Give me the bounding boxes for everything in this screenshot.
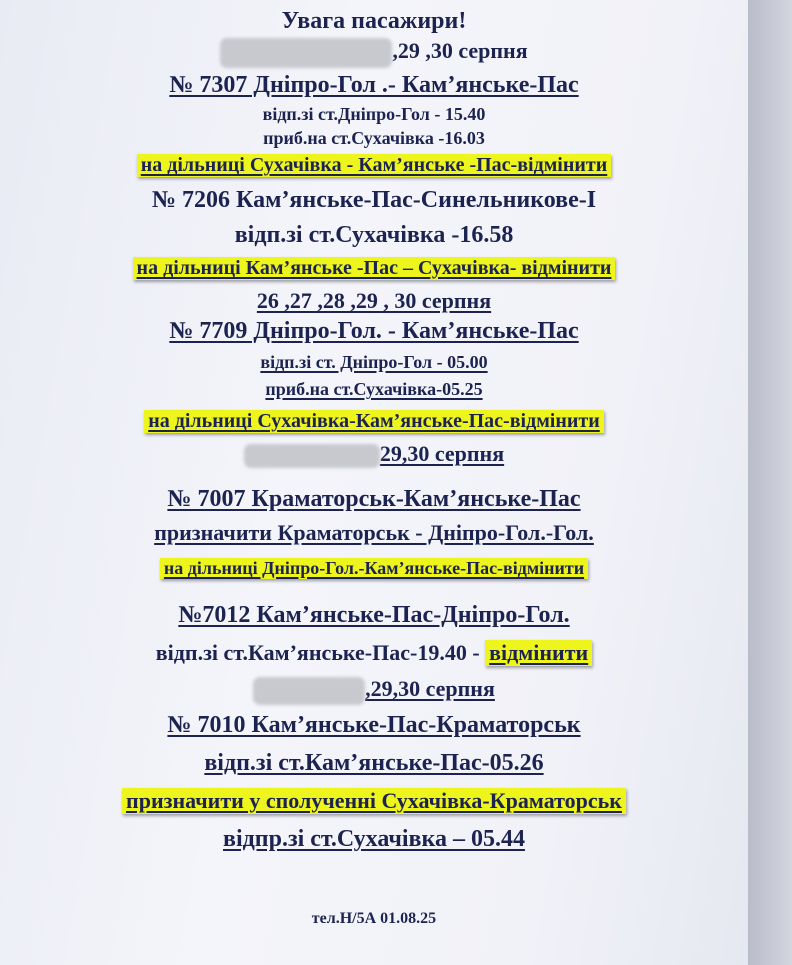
dates-line-4: ,29,30 серпня: [0, 676, 748, 705]
train-7307-cancel: на дільниці Сухачівка - Кам’янське -Пас-відмінити: [0, 154, 748, 177]
train-7709-cancel: на дільниці Сухачівка-Кам’янське-Пас-відмінити: [0, 410, 748, 433]
redacted-dates-4: [253, 677, 365, 705]
train-7206-depart: відп.зі ст.Сухачівка -16.58: [234, 222, 514, 248]
train-7307-arrive: приб.на ст.Сухачівка -16.03: [263, 128, 485, 148]
train-7012-depart: відп.зі ст.Кам’янське-Пас-19.40 - відмінити: [0, 640, 748, 666]
train-7307-title: № 7307 Дніпро-Гол .- Кам’янське-Пас: [169, 72, 579, 98]
dates-line-2: 26 ,27 ,28 ,29 , 30 серпня: [256, 288, 492, 313]
train-7012-title: №7012 Кам’янське-Пас-Дніпро-Гол.: [178, 602, 570, 628]
train-7010-depart: відп.зі ст.Кам’янське-Пас-05.26: [204, 750, 544, 776]
train-7010-title: № 7010 Кам’янське-Пас-Краматорськ: [167, 712, 581, 738]
page-edge-shadow: [748, 0, 792, 965]
train-7206-cancel: на дільниці Кам’янське -Пас – Сухачівка- відмінити: [0, 257, 748, 280]
train-7709-arrive: приб.на ст.Сухачівка-05.25: [265, 379, 483, 399]
train-7709-depart: відп.зі ст. Дніпро-Гол - 05.00: [260, 352, 488, 372]
train-7012-cancel: відмінити: [485, 640, 592, 666]
train-7307-depart: відп.зі ст.Дніпро-Гол - 15.40: [262, 104, 486, 124]
dates-line-1: ,29 ,30 серпня: [0, 38, 748, 68]
train-7007-title: № 7007 Краматорськ-Кам’янське-Пас: [167, 486, 581, 512]
redacted-dates-3: [244, 444, 380, 468]
dates-line-3: 29,30 серпня: [0, 441, 748, 468]
train-7010-assign: призначити у сполученні Сухачівка-Краматорськ: [0, 788, 748, 814]
train-7709-title: № 7709 Дніпро-Гол. - Кам’янське-Пас: [169, 318, 579, 344]
train-7010-depart2: відпр.зі ст.Сухачівка – 05.44: [223, 826, 525, 852]
train-7007-cancel: на дільниці Дніпро-Гол.-Кам’янське-Пас-відмінити: [0, 558, 748, 579]
notice-heading: Увага пасажири!: [281, 8, 467, 34]
train-7206-title: № 7206 Кам’янське-Пас-Синельникове-І: [151, 187, 597, 213]
redacted-dates-1: [220, 38, 392, 68]
notice-footer: тел.Н/5А 01.08.25: [311, 910, 437, 927]
train-7007-assign: призначити Краматорськ - Дніпро-Гол.-Гол.: [154, 520, 594, 545]
